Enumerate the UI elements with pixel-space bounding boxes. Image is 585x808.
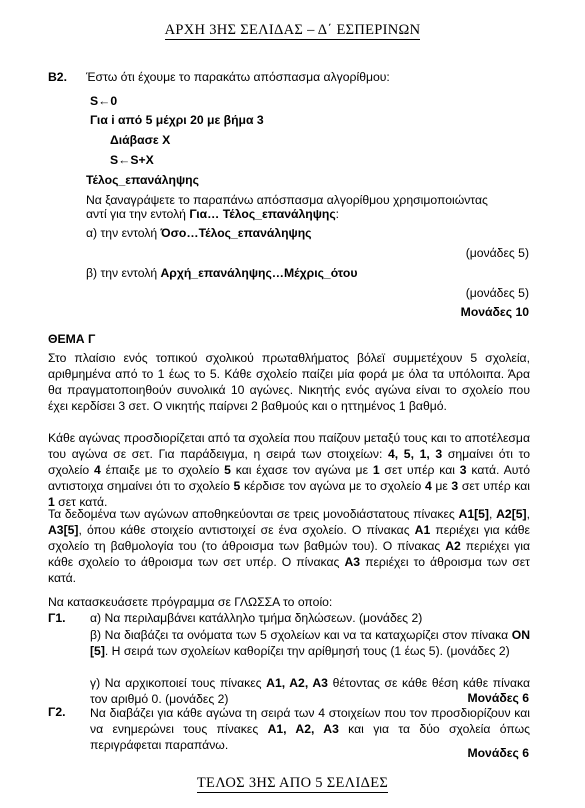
g1-c-text: θέτοντας σε κάθε θέση κάθε πίνακα τον αριθμό 0. (μονάδες 2) — [90, 676, 530, 706]
p2-text: Κάθε αγώνας προσδιορίζεται από τα σχολεία που παίζουν μεταξύ τους και το αποτέλεσμα του αγώνα σε σετ. Για παράδειγμα, η σειρά των στοιχείων: — [48, 431, 530, 461]
p2-text: σετ κατά. — [54, 495, 108, 509]
item-a — [86, 226, 312, 240]
p2-bold: 4 — [424, 479, 432, 493]
task-line-1: Να ξαναγράψετε το παραπάνω απόσπασμα αλγορίθμου χρησιμοποιώντας — [86, 193, 488, 207]
p2-bold: 3 — [459, 463, 467, 477]
program-intro: Να κατασκευάσετε πρόγραμμα σε ΓΛΩΣΣΑ το οποίο: — [48, 595, 333, 609]
g1-item-b — [90, 627, 530, 659]
question-b2-label: Β2. — [48, 70, 67, 84]
g1-item-c — [90, 675, 530, 707]
item-b-text: β) την εντολή — [86, 266, 161, 280]
p2-text: σετ υπέρ και — [379, 463, 460, 477]
p2-text: σετ υπέρ και — [458, 479, 530, 493]
p2-text: με — [431, 479, 452, 493]
code-line-3: Διάβασε Χ — [110, 133, 171, 147]
p2-text: κατά. Αυτό αντιστοιχα σημαίνει ότι το σχολείο — [48, 463, 530, 493]
g2-total-marks: Μονάδες 6 — [467, 746, 529, 760]
task-line-2-bold: Για… Τέλος_επανάληψης — [189, 207, 336, 221]
g1-total-marks: Μονάδες 6 — [467, 691, 529, 705]
p3-text: , — [489, 507, 497, 521]
p2-text: κέρδισε τον αγώνα με το σχολείο — [240, 479, 425, 493]
theme-g-paragraph-3 — [48, 506, 530, 586]
p3-text: Τα δεδομένα των αγώνων αποθηκεύονται σε τρεις μονοδιάστατους πίνακες — [48, 507, 459, 521]
g2-text — [90, 705, 530, 753]
g2-text-bold: Α1, Α2, Α3 — [267, 722, 339, 736]
g1-c-text: γ) Να αρχικοποιεί τους πίνακες — [90, 676, 267, 690]
code-line-2: Για i από 5 μέχρι 20 με βήμα 3 — [90, 113, 264, 127]
p2-bold: 1 — [372, 463, 380, 477]
item-b-bold: Αρχή_επανάληψης…Μέχρις_ότου — [160, 266, 358, 280]
item-b-marks: (μονάδες 5) — [465, 286, 529, 300]
p3-text: περιέχει το άθροισμα των σετ κατά. — [48, 555, 530, 585]
p3-bold: Α2 — [445, 539, 461, 553]
task-line-2-text: αντί για την εντολή — [86, 207, 190, 221]
p3-bold: Α1[5] — [458, 507, 489, 521]
code-line-4: S←S+X — [110, 153, 154, 167]
p2-text: και έχασε τον αγώνα με — [230, 463, 373, 477]
code-line-1: S←0 — [90, 94, 118, 108]
p3-bold: Α2[5] — [496, 507, 527, 521]
p2-bold: 3 — [451, 479, 459, 493]
g2-text-part: Να διαβάζει για κάθε αγώνα τη σειρά των 4 στοιχείων που τον προσδιορίζουν και να ενημερώνει τους πίνακες — [90, 706, 530, 736]
theme-g-title: ΘΕΜΑ Γ — [48, 332, 96, 346]
p3-bold: Α3 — [344, 555, 361, 569]
g2-label: Γ2. — [48, 705, 66, 719]
g1-c-bold: Α1, Α2, Α3 — [266, 676, 328, 690]
p2-bold: 4 — [93, 463, 101, 477]
g1-b-bold: ΟΝ [5] — [90, 628, 530, 658]
item-a-marks: (μονάδες 5) — [465, 246, 529, 260]
p2-text: σημαίνει ότι το σχολείο — [48, 447, 530, 477]
page-footer — [0, 775, 585, 792]
g2-text-part: και για τα δύο σχολεία όπως περιγράφεται παραπάνω. — [90, 722, 530, 752]
b2-total-marks: Μονάδες 10 — [460, 305, 529, 319]
item-b — [86, 266, 357, 280]
item-a-bold: Όσο…Τέλος_επανάληψης — [160, 226, 312, 240]
code-line-5: Τέλος_επανάληψης — [86, 173, 199, 187]
p2-text: έπαιξε με το σχολείο — [100, 463, 225, 477]
theme-g-paragraph-1: Στο πλαίσιο ενός τοπικού σχολικού πρωταθλήματος βόλεϊ συμμετέχουν 5 σχολεία, αριθμημένα από το 1 έως το 5. Κάθε σχολείο παίζει μία φορά με όλα τα υπόλοιπα. Άρα θα πραγματοποιηθούν συνολικά 10 αγώνες. Νικητής ενός αγώνα είναι το σχολείο που έχει κερδίσει 3 σετ. Ο νικητής παίρνει 2 βαθμούς και ο ηττημένος 1 βαθμό. — [48, 351, 530, 413]
g1-b-text: β) Να διαβάζει τα ονόματα των 5 σχολείων και να τα καταχωρίζει στον πίνακα — [90, 628, 512, 642]
page-header — [0, 22, 585, 39]
task-line-2-end: : — [335, 207, 340, 221]
question-b2-intro: Έστω ότι έχουμε το παρακάτω απόσπασμα αλγορίθμου: — [86, 70, 390, 84]
p3-bold: Α1 — [414, 523, 431, 537]
p2-bold: 5 — [233, 479, 241, 493]
theme-g-paragraph-2 — [48, 430, 530, 510]
g1-b-text: . Η σειρά των σχολείων καθορίζει την αρίθμησή τους (1 έως 5). (μονάδες 2) — [104, 644, 510, 658]
p3-text: περιέχει για κάθε σχολείο το άθροισμα των σετ υπέρ. Ο πίνακας — [48, 539, 531, 569]
p3-text: , όπου κάθε στοιχείο αντιστοιχεί σε ένα σχολείο. Ο πίνακας — [78, 523, 415, 537]
g1-item-a: α) Να περιλαμβάνει κατάλληλο τμήμα δηλώσεων. (μονάδες 2) — [90, 611, 423, 625]
p2-bold: 4, 5, 1, 3 — [387, 447, 443, 461]
p3-text: , — [526, 507, 530, 521]
p2-bold: 1 — [48, 495, 55, 509]
task-line-2 — [86, 207, 339, 221]
p3-text: περιέχει για κάθε σχολείο τη βαθμολογία του (το άθροισμα των βαθμών του). Ο πίνακας — [48, 523, 530, 553]
page-footer-text: ΤΕΛΟΣ 3ΗΣ ΑΠΟ 5 ΣΕΛΙΔΕΣ — [196, 775, 389, 791]
p3-bold: Α3[5] — [48, 523, 79, 537]
item-a-text: α) την εντολή — [86, 226, 161, 240]
page-header-text: ΑΡΧΗ 3ΗΣ ΣΕΛΙΔΑΣ – Δ΄ ΕΣΠΕΡΙΝΩΝ — [164, 22, 421, 38]
p2-bold: 5 — [224, 463, 231, 477]
g1-label: Γ1. — [48, 611, 66, 625]
